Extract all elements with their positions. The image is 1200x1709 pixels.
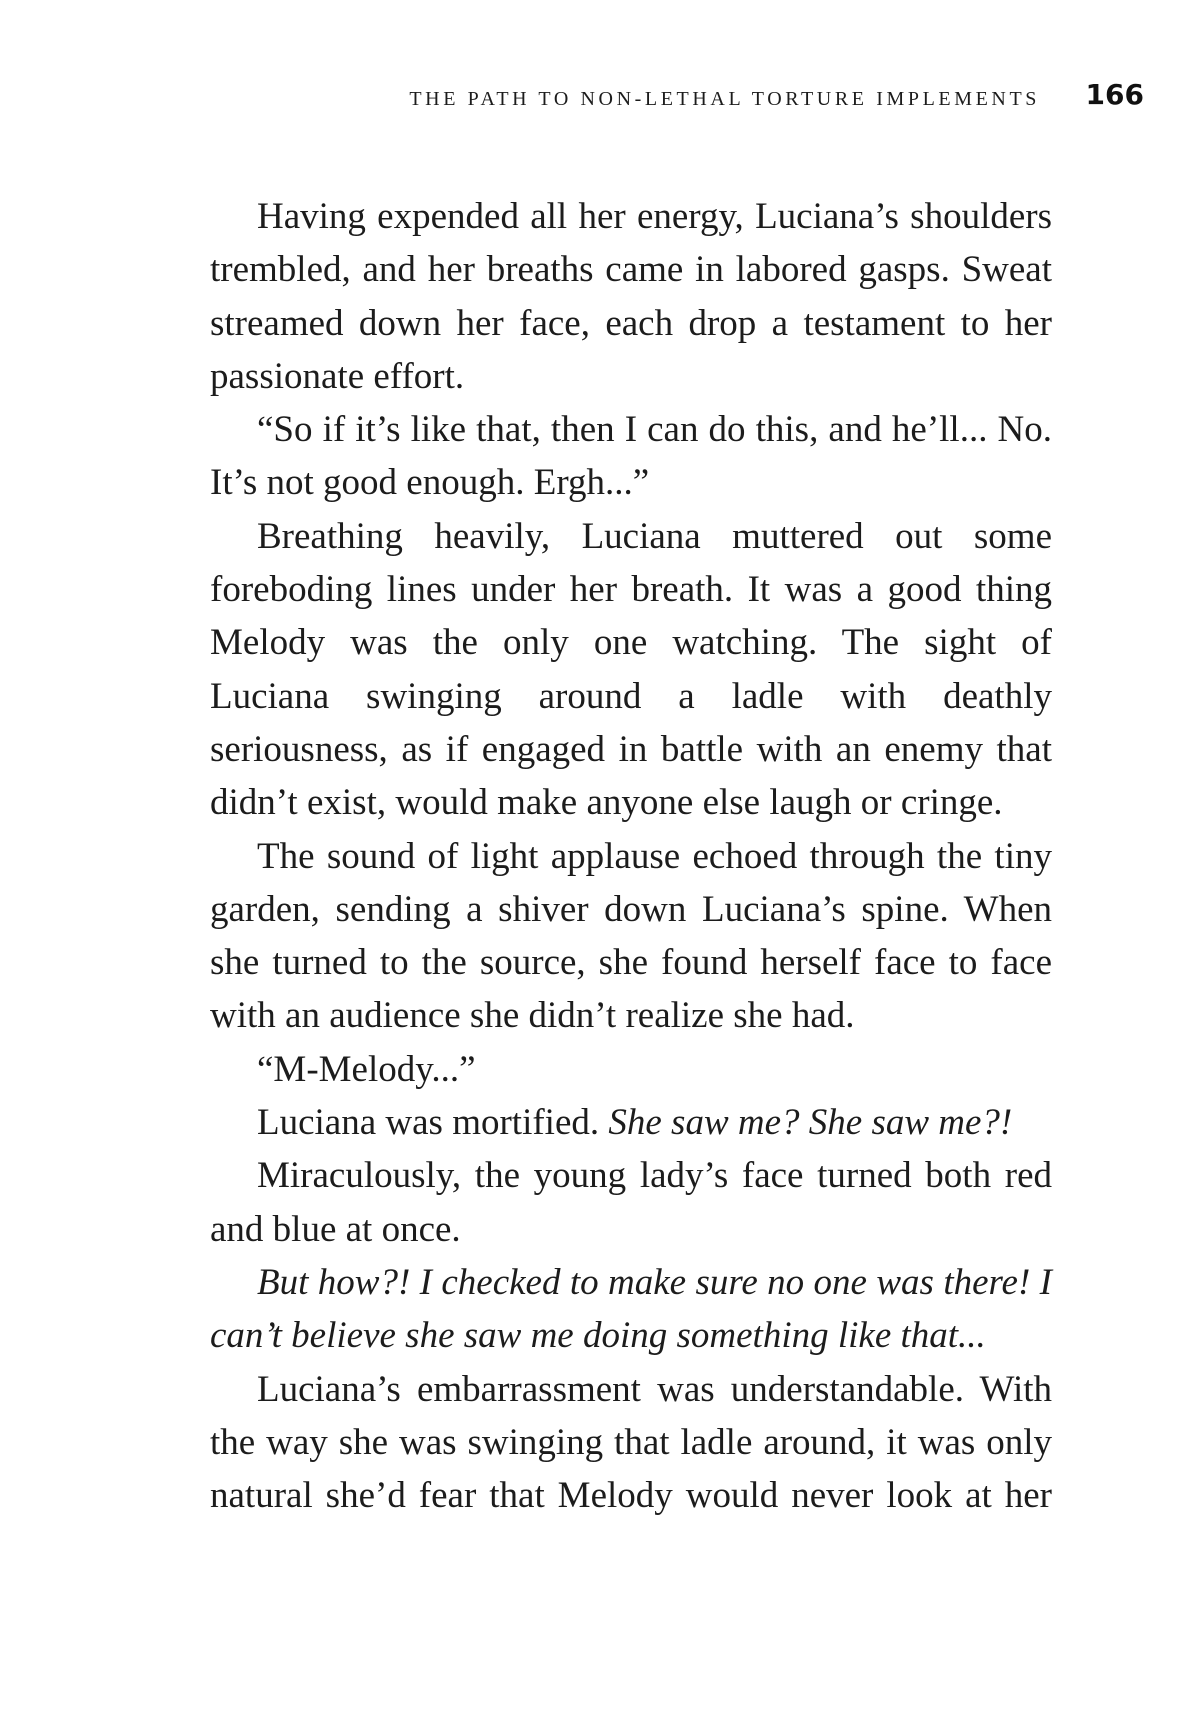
paragraph-4: The sound of light applause echoed through the tiny garden, sending a shiver down Luciana’s spine. When she turned to the source, she found herself face to face with an audience she didn’t realize she had.	[210, 835, 1052, 1037]
paragraph-6-plain: Luciana was mortified.	[257, 1102, 609, 1144]
paragraph-5: “M-Melody...”	[257, 1048, 476, 1090]
running-head	[0, 78, 1200, 118]
paragraph-6-italic: She saw me? She saw me?!	[608, 1102, 1013, 1144]
paragraph-9: Luciana’s embarrassment was understandable. With the way she was swinging that ladle around, it was only natural she’d fear that Melody would never look at her	[210, 1368, 1052, 1517]
paragraph-1: Having expended all her energy, Luciana’s shoulders trembled, and her breaths came in labored gasps. Sweat streamed down her face, each drop a testament to her passionate effort.	[210, 196, 1052, 397]
paragraph-6	[210, 1096, 1052, 1149]
paragraph-7: Miraculously, the young lady’s face turned both red and blue at once.	[210, 1155, 1052, 1250]
paragraph-8-thought: But how?! I checked to make sure no one was there! I can’t believe she saw me doing something like that...	[210, 1261, 1052, 1357]
paragraph-2: “So if it’s like that, then I can do this, and he’ll... No. It’s not good enough. Ergh...”	[210, 409, 1052, 504]
body-text	[210, 190, 1052, 1522]
running-title: THE PATH TO NON-LETHAL TORTURE IMPLEMENTS	[409, 88, 1040, 110]
page-number: 166	[1085, 78, 1144, 111]
paragraph-3: Breathing heavily, Luciana muttered out some foreboding lines under her breath. It was a good thing Melody was the only one watching. The sight of Luciana swinging around a ladle with deathly seriousness, as if engaged in battle with an enemy that didn’t exist, would make anyone else laugh or cringe.	[210, 515, 1052, 824]
